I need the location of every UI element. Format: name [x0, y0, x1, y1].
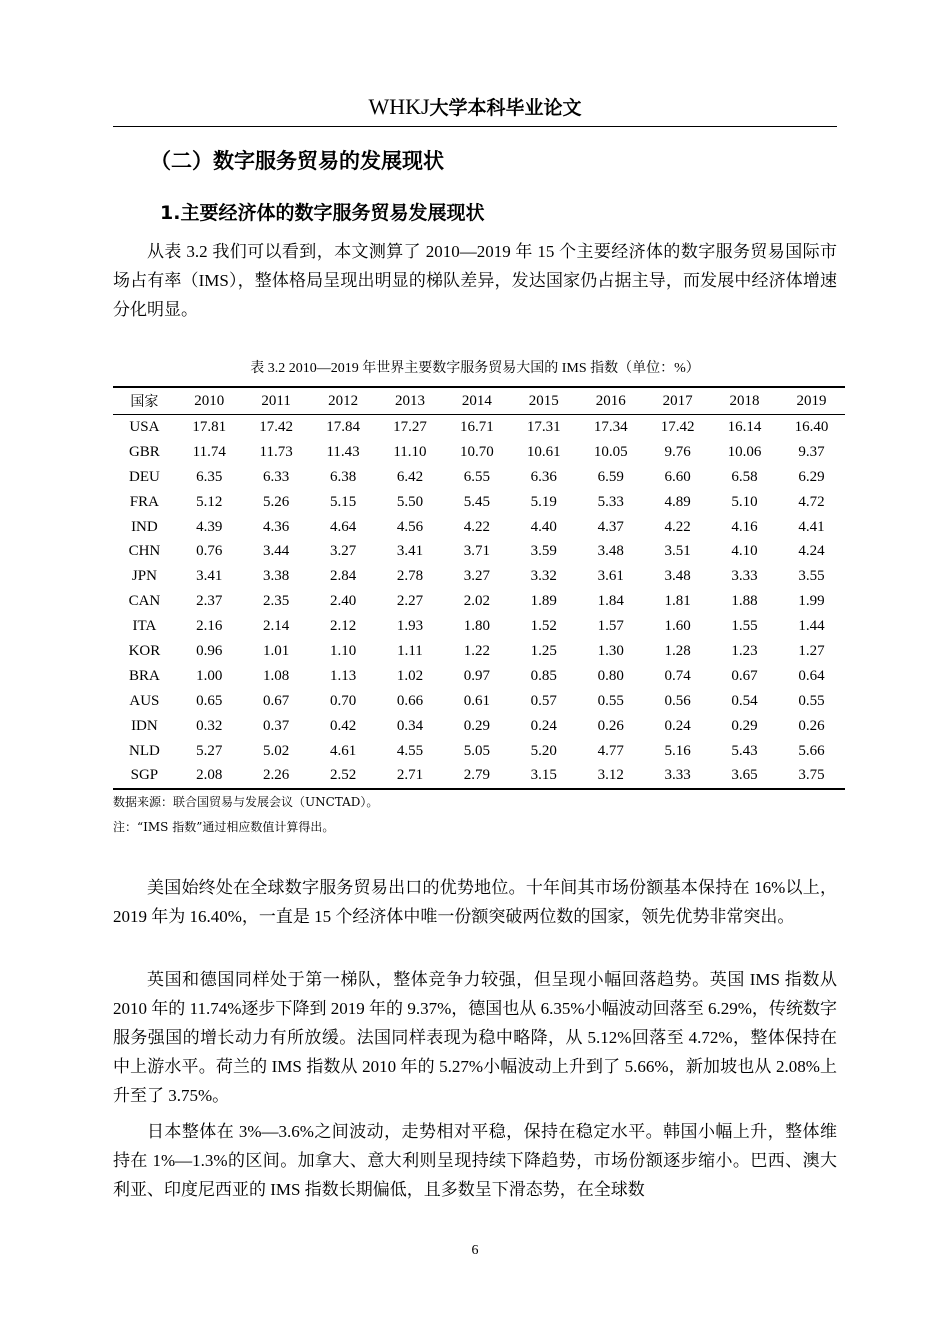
ims-value-cell: 4.16 — [731, 518, 758, 535]
country-cell: KOR — [128, 642, 161, 659]
table-row — [113, 564, 845, 589]
ims-value-cell: 1.28 — [664, 642, 691, 659]
ims-value-cell: 2.79 — [463, 767, 490, 784]
ims-value-cell: 5.10 — [731, 493, 758, 510]
ims-value-cell: 1.08 — [263, 667, 290, 684]
ims-value-cell: 2.78 — [396, 568, 424, 585]
ims-value-cell: 9.37 — [798, 443, 825, 460]
table-row — [113, 490, 845, 515]
column-header-year: 2015 — [528, 392, 559, 409]
ims-value-cell: 11.73 — [259, 443, 293, 460]
ims-value-cell: 2.26 — [263, 767, 290, 784]
ims-value-cell: 1.81 — [664, 593, 691, 610]
ims-value-cell: 11.74 — [192, 443, 226, 460]
subsection-title: 1.主要经济体的数字服务贸易发展现状 — [160, 202, 485, 224]
ims-value-cell: 1.93 — [396, 618, 424, 635]
ims-value-cell: 6.38 — [329, 468, 357, 485]
ims-value-cell: 0.70 — [329, 692, 357, 709]
ims-value-cell: 0.26 — [597, 717, 624, 734]
ims-value-cell: 2.84 — [329, 568, 357, 585]
ims-value-cell: 4.64 — [329, 518, 357, 535]
table-row — [113, 515, 845, 540]
ims-value-cell: 4.37 — [597, 518, 624, 535]
ims-value-cell: 0.76 — [196, 543, 223, 560]
table-row — [113, 589, 845, 614]
ims-value-cell: 2.71 — [396, 767, 424, 784]
ims-value-cell: 4.22 — [463, 518, 490, 535]
ims-value-cell: 5.66 — [798, 742, 825, 759]
table-row — [113, 440, 845, 465]
ims-value-cell: 0.64 — [798, 667, 825, 684]
table-row — [113, 539, 845, 564]
table-row — [113, 614, 845, 639]
ims-value-cell: 1.55 — [731, 618, 758, 635]
column-header-country: 国家 — [130, 394, 159, 410]
ims-value-cell: 3.48 — [597, 543, 624, 560]
ims-value-cell: 16.40 — [794, 418, 829, 435]
column-header-year: 2016 — [595, 392, 626, 409]
ims-value-cell: 17.84 — [326, 418, 360, 435]
ims-value-cell: 0.37 — [263, 717, 290, 734]
column-header-year: 2017 — [662, 392, 693, 409]
ims-value-cell: 4.56 — [396, 518, 424, 535]
ims-value-cell: 0.55 — [597, 692, 624, 709]
page-number: 6 — [471, 1243, 479, 1258]
ims-value-cell: 2.27 — [396, 593, 424, 610]
ims-value-cell: 5.43 — [731, 742, 758, 759]
ims-value-cell: 0.24 — [530, 717, 557, 734]
ims-value-cell: 3.55 — [798, 568, 825, 585]
ims-value-cell: 0.54 — [731, 692, 758, 709]
ims-value-cell: 17.34 — [593, 418, 628, 435]
ims-value-cell: 4.24 — [798, 543, 825, 560]
ims-value-cell: 11.10 — [393, 443, 427, 460]
ims-value-cell: 6.42 — [396, 468, 424, 485]
ims-value-cell: 2.52 — [329, 767, 357, 784]
ims-value-cell: 3.41 — [196, 568, 223, 585]
ims-value-cell: 5.20 — [530, 742, 557, 759]
ims-value-cell: 6.58 — [731, 468, 758, 485]
ims-value-cell: 0.34 — [396, 717, 424, 734]
ims-value-cell: 0.61 — [463, 692, 490, 709]
column-header-year: 2013 — [394, 392, 425, 409]
ims-value-cell: 6.59 — [597, 468, 624, 485]
page-header — [113, 92, 837, 127]
ims-value-cell: 4.36 — [263, 518, 290, 535]
ims-value-cell: 2.12 — [329, 618, 357, 635]
paragraph-usa: 美国始终处在全球数字服务贸易出口的优势地位。十年间其市场份额基本保持在 16%以上，2019 年为 16.40%，一直是 15 个经济体中唯一份额突破两位数的国家，领先优势非常突出。 — [113, 878, 837, 926]
ims-value-cell: 0.65 — [196, 692, 223, 709]
ims-value-cell: 5.27 — [196, 742, 223, 759]
country-cell: CAN — [128, 593, 161, 610]
ims-value-cell: 6.36 — [530, 468, 557, 485]
country-cell: IND — [131, 518, 158, 535]
ims-value-cell: 1.30 — [597, 642, 624, 659]
ims-value-cell: 3.38 — [263, 568, 290, 585]
ims-value-cell: 4.40 — [530, 518, 557, 535]
ims-value-cell: 9.76 — [664, 443, 691, 460]
ims-value-cell: 5.19 — [530, 493, 557, 510]
ims-value-cell: 16.14 — [727, 418, 762, 435]
ims-value-cell: 1.22 — [463, 642, 490, 659]
paragraph-asia-others: 日本整体在 3%—3.6%之间波动，走势相对平稳，保持在稳定水平。韩国小幅上升，整体维持在 1%—1.3%的区间。加拿大、意大利则呈现持续下降趋势，市场份额逐步缩小。巴西、澳大利亚、印度尼西亚的 IMS 指数长期偏低，且多数呈下滑态势，在全球数 — [113, 1122, 837, 1199]
ims-value-cell: 5.15 — [329, 493, 357, 510]
ims-value-cell: 4.41 — [798, 518, 825, 535]
ims-value-cell: 1.00 — [196, 667, 223, 684]
table-header-row — [113, 387, 845, 415]
ims-value-cell: 0.24 — [664, 717, 691, 734]
column-header-year: 2018 — [729, 392, 760, 409]
ims-value-cell: 4.55 — [396, 742, 424, 759]
ims-value-cell: 0.56 — [664, 692, 691, 709]
ims-value-cell: 1.10 — [329, 642, 357, 659]
calculation-note: 注：“IMS 指数”通过相应数值计算得出。 — [113, 820, 335, 834]
ims-value-cell: 4.89 — [664, 493, 691, 510]
ims-value-cell: 1.57 — [597, 618, 624, 635]
header-cjk: 大学本科毕业论文 — [429, 97, 582, 119]
ims-value-cell: 1.44 — [798, 618, 825, 635]
ims-value-cell: 0.29 — [463, 717, 490, 734]
ims-value-cell: 6.29 — [798, 468, 825, 485]
ims-value-cell: 0.29 — [731, 717, 758, 734]
country-cell: FRA — [129, 493, 159, 510]
ims-value-cell: 3.61 — [597, 568, 624, 585]
ims-value-cell: 10.06 — [727, 443, 762, 460]
data-source-note: 数据来源：联合国贸易与发展会议（UNCTAD）。 — [113, 795, 379, 809]
country-cell: BRA — [128, 667, 160, 684]
ims-value-cell: 10.61 — [526, 443, 561, 460]
country-cell: USA — [129, 418, 160, 435]
ims-value-cell: 4.61 — [329, 742, 357, 759]
ims-value-cell: 0.32 — [196, 717, 223, 734]
ims-value-cell: 0.74 — [664, 667, 691, 684]
column-header-year: 2011 — [261, 392, 291, 409]
ims-value-cell: 5.12 — [196, 493, 223, 510]
ims-value-cell: 2.16 — [196, 618, 223, 635]
table-row — [113, 415, 845, 440]
paragraph-europe: 英国和德国同样处于第一梯队，整体竞争力较强，但呈现小幅回落趋势。英国 IMS 指数从 2010 年的 11.74%逐步下降到 2019 年的 9.37%，德国也从 6.35%小幅波动回落至 6.29%，传统数字服务强国的增长动力有所放缓。法国同样表现为稳中略降，从 5.12%回落至 4.72%，整体保持在中上游水平。荷兰的 IMS 指数从 2010 年的 5.27%小幅波动上升到了 5.66%，新加坡也从 2.08%上升至了 3.75%。 — [113, 970, 837, 1105]
country-cell: AUS — [129, 692, 160, 709]
ims-value-cell: 4.77 — [597, 742, 624, 759]
ims-value-cell: 1.02 — [396, 667, 424, 684]
ims-value-cell: 0.26 — [798, 717, 825, 734]
ims-value-cell: 1.80 — [463, 618, 490, 635]
ims-value-cell: 3.44 — [263, 543, 290, 560]
ims-value-cell: 6.33 — [263, 468, 290, 485]
ims-value-cell: 3.27 — [463, 568, 490, 585]
ims-value-cell: 1.89 — [530, 593, 557, 610]
table-row — [113, 639, 845, 664]
table-caption: 表 3.2 2010—2019 年世界主要数字服务贸易大国的 IMS 指数（单位：%） — [250, 361, 700, 376]
ims-value-cell: 0.57 — [530, 692, 557, 709]
ims-value-cell: 2.08 — [196, 767, 223, 784]
ims-value-cell: 3.65 — [731, 767, 758, 784]
column-header-year: 2012 — [328, 392, 359, 409]
column-header-year: 2019 — [796, 392, 827, 409]
ims-value-cell: 3.59 — [530, 543, 557, 560]
table-row — [113, 763, 845, 789]
ims-value-cell: 0.85 — [530, 667, 557, 684]
ims-value-cell: 5.33 — [597, 493, 624, 510]
ims-value-cell: 4.72 — [798, 493, 825, 510]
ims-value-cell: 1.88 — [731, 593, 758, 610]
ims-value-cell: 6.35 — [196, 468, 223, 485]
ims-value-cell: 1.23 — [731, 642, 758, 659]
ims-value-cell: 1.84 — [597, 593, 624, 610]
ims-value-cell: 5.26 — [263, 493, 290, 510]
ims-value-cell: 1.13 — [329, 667, 357, 684]
ims-value-cell: 0.66 — [396, 692, 424, 709]
header-title — [368, 95, 581, 119]
ims-value-cell: 3.27 — [329, 543, 357, 560]
ims-value-cell: 5.45 — [463, 493, 490, 510]
ims-value-cell: 0.67 — [731, 667, 758, 684]
ims-value-cell: 5.02 — [263, 742, 290, 759]
ims-value-cell: 3.33 — [664, 767, 691, 784]
country-cell: CHN — [128, 543, 161, 560]
country-cell: GBR — [128, 443, 160, 460]
table-row — [113, 465, 845, 490]
table-row — [113, 714, 845, 739]
ims-value-cell: 5.50 — [396, 493, 424, 510]
paragraph-intro: 从表 3.2 我们可以看到，本文测算了 2010—2019 年 15 个主要经济体的数字服务贸易国际市场占有率（IMS），整体格局呈现出明显的梯队差异，发达国家仍占据主导，而发展中经济体增速分化明显。 — [113, 242, 837, 319]
section-title: （二）数字服务贸易的发展现状 — [150, 149, 444, 173]
column-header-year: 2010 — [194, 392, 225, 409]
ims-value-cell: 1.52 — [530, 618, 557, 635]
ims-value-cell: 5.16 — [664, 742, 691, 759]
ims-value-cell: 4.10 — [731, 543, 758, 560]
ims-value-cell: 1.99 — [798, 593, 825, 610]
ims-value-cell: 17.42 — [259, 418, 294, 435]
ims-value-cell: 2.14 — [263, 618, 290, 635]
ims-value-cell: 3.12 — [597, 767, 624, 784]
ims-value-cell: 3.15 — [530, 767, 557, 784]
table-body — [113, 415, 845, 790]
ims-value-cell: 1.01 — [263, 642, 290, 659]
ims-value-cell: 6.60 — [664, 468, 691, 485]
ims-value-cell: 3.33 — [731, 568, 758, 585]
ims-value-cell: 10.05 — [593, 443, 628, 460]
country-cell: ITA — [132, 618, 157, 635]
ims-value-cell: 17.27 — [393, 418, 427, 435]
ims-value-cell: 0.96 — [196, 642, 223, 659]
ims-value-cell: 2.40 — [329, 593, 357, 610]
ims-value-cell: 3.71 — [463, 543, 490, 560]
ims-value-cell: 2.02 — [463, 593, 490, 610]
ims-value-cell: 1.27 — [798, 642, 825, 659]
ims-value-cell: 4.39 — [196, 518, 223, 535]
ims-value-cell: 1.11 — [397, 642, 423, 659]
ims-value-cell: 5.05 — [463, 742, 490, 759]
ims-value-cell: 17.31 — [526, 418, 561, 435]
ims-value-cell: 0.80 — [597, 667, 624, 684]
country-cell: SGP — [130, 767, 159, 784]
ims-value-cell: 11.43 — [326, 443, 360, 460]
ims-value-cell: 6.55 — [463, 468, 490, 485]
ims-value-cell: 10.70 — [460, 443, 494, 460]
ims-value-cell: 3.41 — [396, 543, 424, 560]
ims-value-cell: 1.60 — [664, 618, 691, 635]
ims-value-cell: 2.35 — [263, 593, 290, 610]
ims-value-cell: 0.97 — [463, 667, 490, 684]
country-cell: NLD — [128, 742, 160, 759]
country-cell: DEU — [128, 468, 160, 485]
column-header-year: 2014 — [461, 392, 492, 409]
ims-value-cell: 1.25 — [530, 642, 557, 659]
country-cell: IDN — [131, 717, 158, 734]
ims-value-cell: 3.75 — [798, 767, 825, 784]
country-cell: JPN — [131, 568, 157, 585]
ims-value-cell: 2.37 — [196, 593, 223, 610]
ims-value-cell: 0.67 — [263, 692, 290, 709]
ims-value-cell: 3.48 — [664, 568, 691, 585]
ims-value-cell: 3.32 — [530, 568, 557, 585]
ims-value-cell: 16.71 — [460, 418, 494, 435]
ims-value-cell: 0.42 — [329, 717, 357, 734]
table-row — [113, 739, 845, 764]
ims-value-cell: 17.42 — [660, 418, 695, 435]
ims-value-cell: 17.81 — [192, 418, 227, 435]
ims-table — [113, 386, 845, 790]
table-row — [113, 664, 845, 689]
table-row — [113, 689, 845, 714]
header-latin: WHKJ — [368, 94, 430, 119]
ims-value-cell: 0.55 — [798, 692, 825, 709]
ims-value-cell: 3.51 — [664, 543, 691, 560]
ims-value-cell: 4.22 — [664, 518, 691, 535]
